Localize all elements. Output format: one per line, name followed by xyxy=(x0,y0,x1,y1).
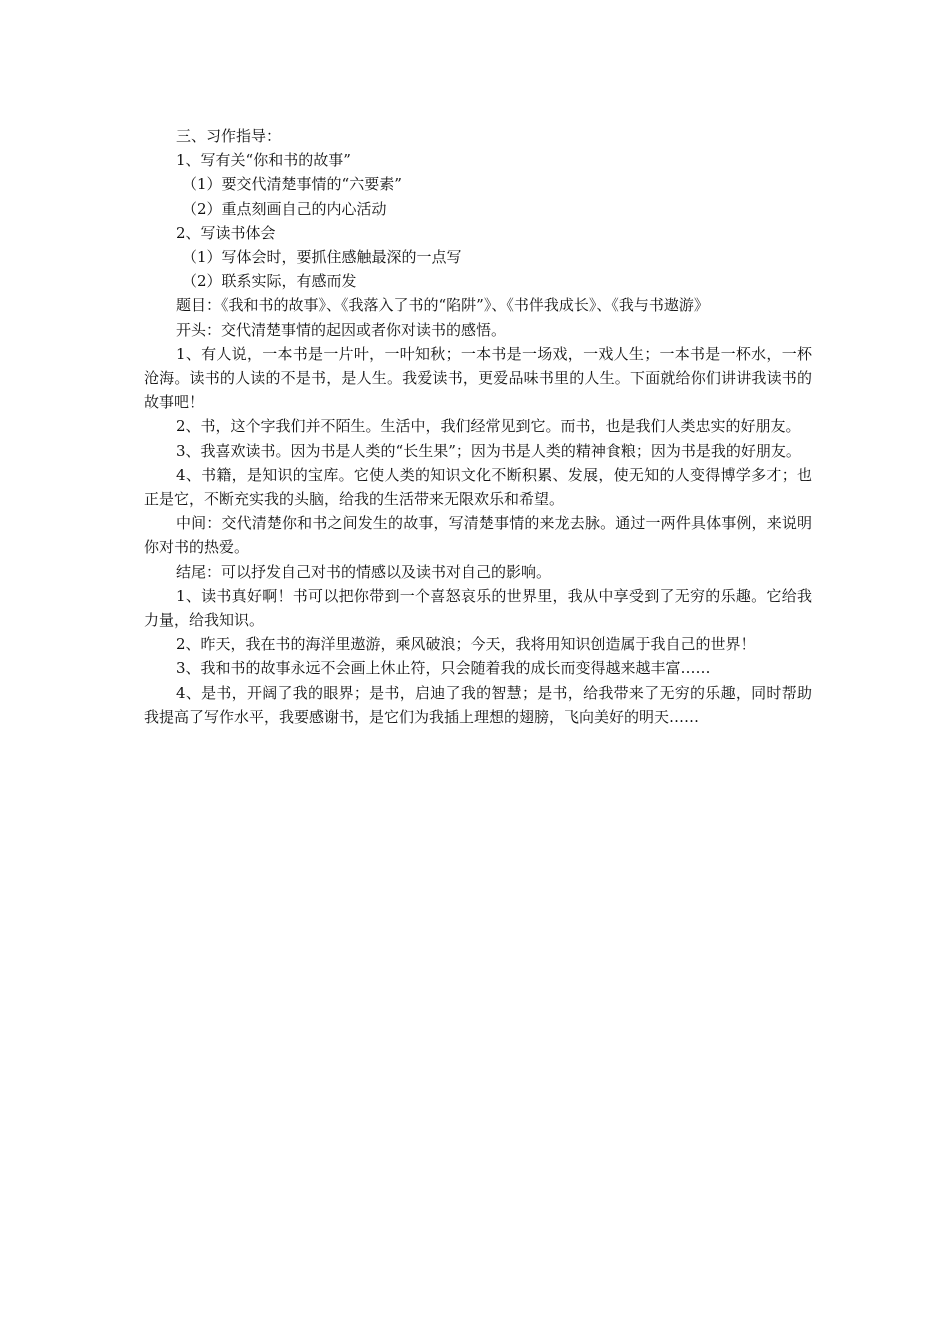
opening-example: 2、书，这个字我们并不陌生。生活中，我们经常见到它。而书，也是我们人类忠实的好朋友。 xyxy=(176,417,801,436)
guide-subitem: （2）联系实际，有感而发 xyxy=(182,272,357,291)
ending-example: 2、昨天，我在书的海洋里遨游，乘风破浪；今天，我将用知识创造属于我自己的世界！ xyxy=(176,635,756,654)
opening-example: 3、我喜欢读书。因为书是人类的“长生果”；因为书是人类的精神食粮；因为书是我的好朋友。 xyxy=(176,441,801,460)
titles-line: 题目：《我和书的故事》、《我落入了书的“陷阱”》、《书伴我成长》、《我与书遨游》 xyxy=(176,296,709,315)
ending-example: 4、是书，开阔了我的眼界；是书，启迪了我的智慧；是书，给我带来了无穷的乐趣，同时帮助我提高了写作水平，我要感谢书，是它们为我插上理想的翅膀，飞向美好的明天…… xyxy=(144,683,812,726)
ending-example: 1、读书真好啊！书可以把你带到一个喜怒哀乐的世界里，我从中享受到了无穷的乐趣。它给我力量，给我知识。 xyxy=(144,586,812,630)
ending-example: 3、我和书的故事永远不会画上休止符，只会随着我的成长而变得越来越丰富…… xyxy=(176,659,711,678)
document-page xyxy=(144,124,812,729)
guide-subitem: （1）要交代清楚事情的“六要素” xyxy=(182,175,402,194)
guide-item: 2、写读书体会 xyxy=(176,223,276,242)
section-heading: 三、习作指导： xyxy=(176,127,282,145)
opening-label: 开头：交代清楚事情的起因或者你对读书的感悟。 xyxy=(176,320,507,339)
guide-item: 1、写有关“你和书的故事” xyxy=(176,151,351,170)
ending-label: 结尾：可以抒发自己对书的情感以及读书对自己的影响。 xyxy=(176,562,552,581)
opening-example: 4、书籍，是知识的宝库。它使人类的知识文化不断积累、发展，使无知的人变得博学多才；也正是它，不断充实我的头脑，给我的生活带来无限欢乐和希望。 xyxy=(144,465,812,509)
guide-subitem: （2）重点刻画自己的内心活动 xyxy=(182,199,387,218)
opening-example: 1、有人说，一本书是一片叶，一叶知秋；一本书是一场戏，一戏人生；一本书是一杯水，一杯沧海。读书的人读的不是书，是人生。我爱读书，更爱品味书里的人生。下面就给你们讲讲我读书的故事吧！ xyxy=(144,344,812,412)
guide-subitem: （1）写体会时，要抓住感触最深的一点写 xyxy=(182,248,462,267)
middle-paragraph: 中间：交代清楚你和书之间发生的故事，写清楚事情的来龙去脉。通过一两件具体事例，来说明你对书的热爱。 xyxy=(144,514,812,557)
